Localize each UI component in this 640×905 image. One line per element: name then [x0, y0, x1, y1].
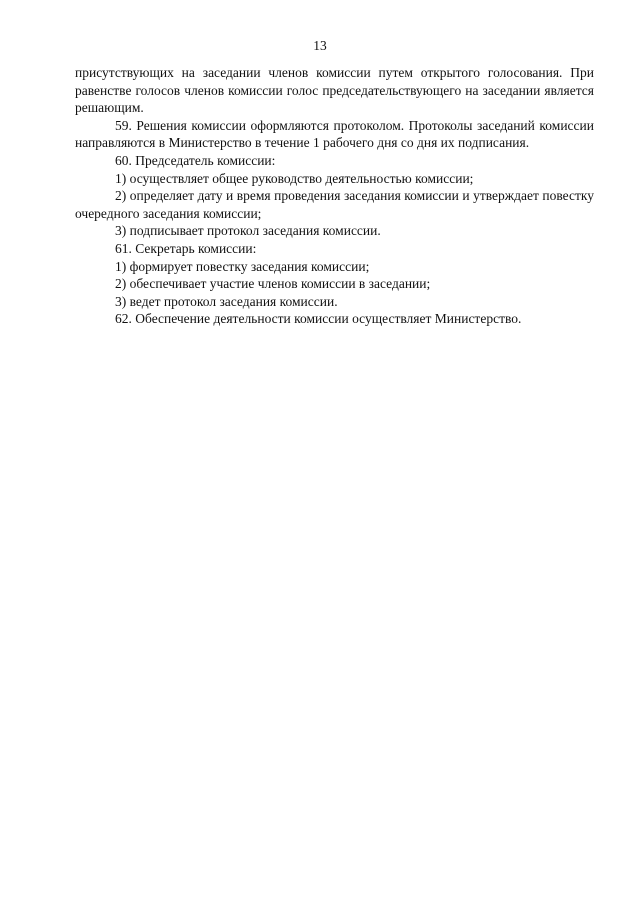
paragraph-item-60-2: 2) определяет дату и время проведения заседания комиссии и утверждает повестку очередного заседания комиссии;: [75, 188, 594, 221]
paragraph-voting-continued: присутствующих на заседании членов комиссии путем открытого голосования. При равенстве голосов членов комиссии голос председательствующего на заседании является решающим.: [75, 65, 594, 116]
paragraph-item-61-1: 1) формирует повестку заседания комиссии;: [115, 258, 370, 274]
paragraph-item-62: 62. Обеспечение деятельности комиссии осуществляет Министерство.: [115, 311, 522, 327]
paragraph-item-61-2: 2) обеспечивает участие членов комиссии в заседании;: [115, 276, 431, 292]
paragraph-item-60-1: 1) осуществляет общее руководство деятельностью комиссии;: [115, 170, 474, 186]
paragraph-item-60: 60. Председатель комиссии:: [115, 152, 276, 168]
page-number: 13: [313, 38, 327, 53]
paragraph-item-60-3: 3) подписывает протокол заседания комиссии.: [115, 223, 381, 239]
paragraph-item-61: 61. Секретарь комиссии:: [115, 240, 257, 256]
document-body: [75, 64, 594, 328]
paragraph-item-61-3: 3) ведет протокол заседания комиссии.: [115, 293, 338, 309]
paragraph-item-59: 59. Решения комиссии оформляются протоколом. Протоколы заседаний комиссии направляются в Министерство в течение 1 рабочего дня со дня их подписания.: [75, 117, 594, 151]
